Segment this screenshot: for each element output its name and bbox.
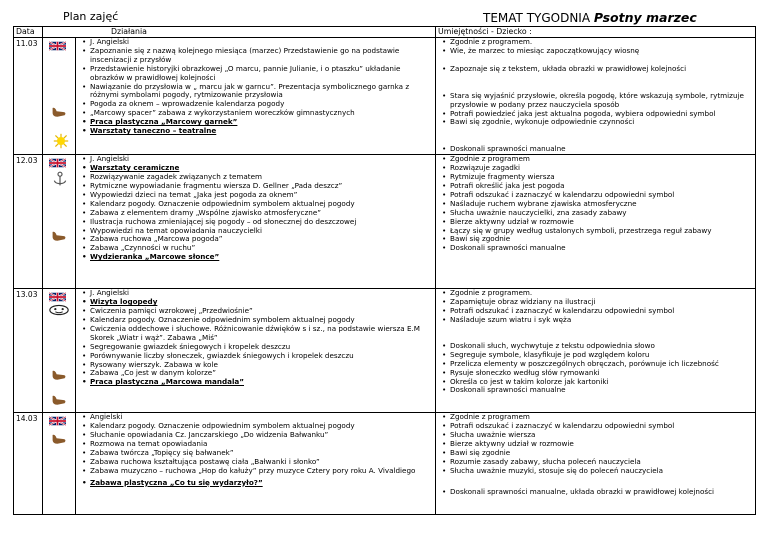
skill-item: • Doskonali sprawności manualne [436, 386, 755, 395]
activity-item: • J. Angielski [76, 289, 435, 298]
day-row [14, 155, 756, 289]
skill-item: • Rysuje słoneczko według słów rymowanki [436, 369, 755, 378]
skill-item: • Łączy się w grupy według ustalonych symboli, przestrzega reguł zabawy [436, 227, 755, 236]
activity-item: • Wydzieranka „Marcowe słonce” [76, 253, 435, 262]
skill-item: • Zgodnie z programem [436, 413, 755, 422]
activity-item: • Zabawa „Czynności w ruchu” [76, 244, 435, 253]
sun-icon [52, 133, 70, 149]
activity-item: • Porównywanie liczby słoneczek, gwiazdek śniegowych i kropelek deszczu [76, 352, 435, 361]
activity-item: • J. Angielski [76, 38, 435, 47]
skill-item: • Potrafi odszukać i zaznaczyć w kalendarzu odpowiedni symbol [436, 191, 755, 200]
skill-item: • Doskonali słuch, wychwytuje z tekstu odpowiednia słowo [436, 342, 755, 351]
activity-item: • Rozmowa na temat opowiadania [76, 440, 435, 449]
skill-item: • Zgodnie z programem. [436, 38, 755, 47]
skill-item: • Bawi się zgodnie [436, 235, 755, 244]
skill-item: • Naśladuje szum wiatru i syk węża [436, 316, 755, 325]
activity-item: • Rozwiązywanie zagadek związanych z tematem [76, 173, 435, 182]
header-skills: Umiejętności - Dziecko : [436, 27, 756, 38]
skill-item: • Bierze aktywny udział w rozmowie [436, 440, 755, 449]
activity-item: • Wypowiedzi dzieci na temat „Jaka jest pogoda za oknem” [76, 191, 435, 200]
skill-item: • Doskonali sprawności manualne, układa obrazki w prawidłowej kolejności [436, 488, 755, 497]
plan-title: Plan zajęć [63, 10, 119, 23]
skill-item: • Słucha uważnie nauczycielki, zna zasady zabawy [436, 209, 755, 218]
activity-item: • Zabawa ruchowa „Marcowa pogoda” [76, 235, 435, 244]
activity-item: • Ćwiczenia oddechowe i słuchowe. Różnicowanie dźwięków s i sz., na podstawie wiersza E.M Skorek „Wiatr i wąż”. Zabawa „Miś” [76, 325, 435, 343]
header-activities: Działania [43, 27, 436, 38]
activity-item: • „Marcowy spacer” zabawa z wykorzystaniem woreczków gimnastycznych [76, 109, 435, 118]
activities-cell [76, 413, 436, 515]
activity-item: • Zabawa z elementem dramy „Wspólne zjawisko atmosferyczne” [76, 209, 435, 218]
skill-item: • Potrafi określić jaka jest pogoda [436, 182, 755, 191]
activity-item: • Ilustracja ruchowa zmieniającej się pogody – od słonecznej do deszczowej [76, 218, 435, 227]
skill-item: • Słucha uważnie muzyki, stosuje się do poleceń nauczyciela [436, 467, 755, 476]
skill-item: • Bawi się zgodnie, wykonuje odpowiednie czynności [436, 118, 755, 127]
activity-item: • Praca plastyczna „Marcowy garnek” [76, 118, 435, 127]
skill-item: • Rozumie zasady zabawy, słucha poleceń nauczyciela [436, 458, 755, 467]
activity-item: • Angielski [76, 413, 435, 422]
day-date: 12.03 [14, 155, 43, 289]
activity-item: • Kalendarz pogody. Oznaczenie odpowiednim symbolem aktualnej pogody [76, 422, 435, 431]
anchor-icon [52, 171, 68, 187]
activity-item: • Nawiązanie do przysłowia w „ marcu jak w garncu”. Prezentacja symbolicznego garnka z różnymi symbolami pogody, rytmizowanie przysłowia [76, 83, 435, 101]
icon-column [43, 289, 76, 413]
icon-column [43, 155, 76, 289]
activity-item: • Słuchanie opowiadania Cz. Janczarskiego „Do widzenia Bałwanku” [76, 431, 435, 440]
uk-flag-icon [49, 41, 66, 51]
skill-item: • Potrafi odszukać i zaznaczyć w kalendarzu odpowiedni symbol [436, 307, 755, 316]
day-row [14, 413, 756, 515]
skills-cell [436, 413, 756, 515]
activity-item: • Zabawa „Co jest w danym kolorze” [76, 369, 435, 378]
activity-item: • Rysowany wierszyk. Zabawa w kole [76, 361, 435, 370]
activity-item: • Rytmiczne wypowiadanie fragmentu wiersza D. Gellner „Pada deszcz” [76, 182, 435, 191]
uk-flag-icon [49, 292, 66, 302]
skill-item: • Doskonali sprawności manualne [436, 145, 755, 154]
skill-item: • Bierze aktywny udział w rozmowie [436, 218, 755, 227]
day-row [14, 38, 756, 155]
activity-item: • Praca plastyczna „Marcowa mandala” [76, 378, 435, 387]
activities-cell [76, 155, 436, 289]
activity-item: • Wypowiedzi na temat opowiadania nauczycielki [76, 227, 435, 236]
week-label: TEMAT TYGODNIA [483, 11, 591, 25]
skill-item: • Rozwiązuje zagadki [436, 164, 755, 173]
skill-item: • Bawi się zgodnie [436, 449, 755, 458]
skill-item: • Wie, że marzec to miesiąc zapoczątkowujący wiosnę [436, 47, 755, 56]
face-icon [48, 304, 70, 316]
skills-cell [436, 38, 756, 155]
week-theme: Psotny marzec [593, 10, 697, 25]
day-date: 14.03 [14, 413, 43, 515]
activity-item: • Zabawa ruchowa kształtująca postawę ciała „Bałwanki i słonko” [76, 458, 435, 467]
activity-item: • Segregowanie gwiazdek śniegowych i kropelek deszczu [76, 343, 435, 352]
activity-item: • Kalendarz pogody. Oznaczenie odpowiednim symbolem aktualnej pogody [76, 200, 435, 209]
icon-column [43, 38, 76, 155]
week-title [483, 10, 697, 25]
skill-item: • Naśladuje ruchem wybrane zjawiska atmosferyczne [436, 200, 755, 209]
activity-item: • Przedstawienie historyjki obrazkowej „O marcu, pannie Julianie, i o ptaszku” układanie obrazków w prawidłowej kolejności [76, 65, 435, 83]
activity-item: • Zabawa twórcza „Topięcy się bałwanek” [76, 449, 435, 458]
activity-item: • Zabawa muzyczno – ruchowa „Hop do kałuży” przy muzyce Cztery pory roku A. Vivaldiego [76, 467, 435, 476]
hand-icon [51, 369, 67, 381]
day-date: 11.03 [14, 38, 43, 155]
day-row [14, 289, 756, 413]
activity-item: • Pogoda za oknem – wprowadzenie kalendarza pogody [76, 100, 435, 109]
uk-flag-icon [49, 416, 66, 426]
hand-icon [51, 230, 67, 242]
activity-item: • Warsztaty taneczno – teatralne [76, 127, 435, 136]
skill-item: • Określa co jest w takim kolorze jak kartoniki [436, 378, 755, 387]
hand-icon [51, 106, 67, 118]
skill-item: • Doskonali sprawności manualne [436, 244, 755, 253]
skill-item: • Zapoznaje się z tekstem, układa obrazki w prawidłowej kolejności [436, 65, 755, 74]
activity-item: • J. Angielski [76, 155, 435, 164]
skill-item: • Słucha uważnie wiersza [436, 431, 755, 440]
skill-item: • Rytmizuje fragmenty wiersza [436, 173, 755, 182]
skill-item: • Potrafi odszukać i zaznaczyć w kalendarzu odpowiedni symbol [436, 422, 755, 431]
activity-item: • Zabawa plastyczna „Co tu się wydarzyło?” [76, 479, 435, 488]
activity-item: • Ćwiczenia pamięci wzrokowej „Przedwiośnie” [76, 307, 435, 316]
uk-flag-icon [49, 158, 66, 168]
skills-cell [436, 155, 756, 289]
header-date: Data [14, 27, 43, 38]
activity-item: • Warsztaty ceramiczne [76, 164, 435, 173]
skill-item: • Potrafi powiedzieć jaka jest aktualna pogoda, wybiera odpowiedni symbol [436, 110, 755, 119]
icon-column [43, 413, 76, 515]
skill-item: • Przelicza elementy w poszczególnych obręczach, porównuje ich liczebność [436, 360, 755, 369]
hand-icon [51, 433, 67, 445]
skill-item: • Zgodnie z programem. [436, 289, 755, 298]
activity-item: • Zapoznanie się z nazwą kolejnego miesiąca (marzec) Przedstawienie go na podstawie inscenizacji z przysłów [76, 47, 435, 65]
skills-cell [436, 289, 756, 413]
skill-item: • Stara się wyjaśnić przysłowie, określa pogodę, które wskazują symbole, rytmizuje przysłowie w podany przez nauczyciela sposób [436, 92, 755, 110]
hand-icon [51, 394, 67, 406]
day-date: 13.03 [14, 289, 43, 413]
skill-item: • Zapamiętuje obraz widziany na ilustracji [436, 298, 755, 307]
skill-item: • Zgodnie z programem [436, 155, 755, 164]
activity-item: • Wizyta logopedy [76, 298, 435, 307]
header-row [14, 27, 756, 38]
activity-item: • Kalendarz pogody. Oznaczenie odpowiednim symbolem aktualnej pogody [76, 316, 435, 325]
activities-cell [76, 38, 436, 155]
activities-cell [76, 289, 436, 413]
plan-table [13, 26, 756, 515]
skill-item: • Segreguje symbole, klasyfikuje je pod względem koloru [436, 351, 755, 360]
